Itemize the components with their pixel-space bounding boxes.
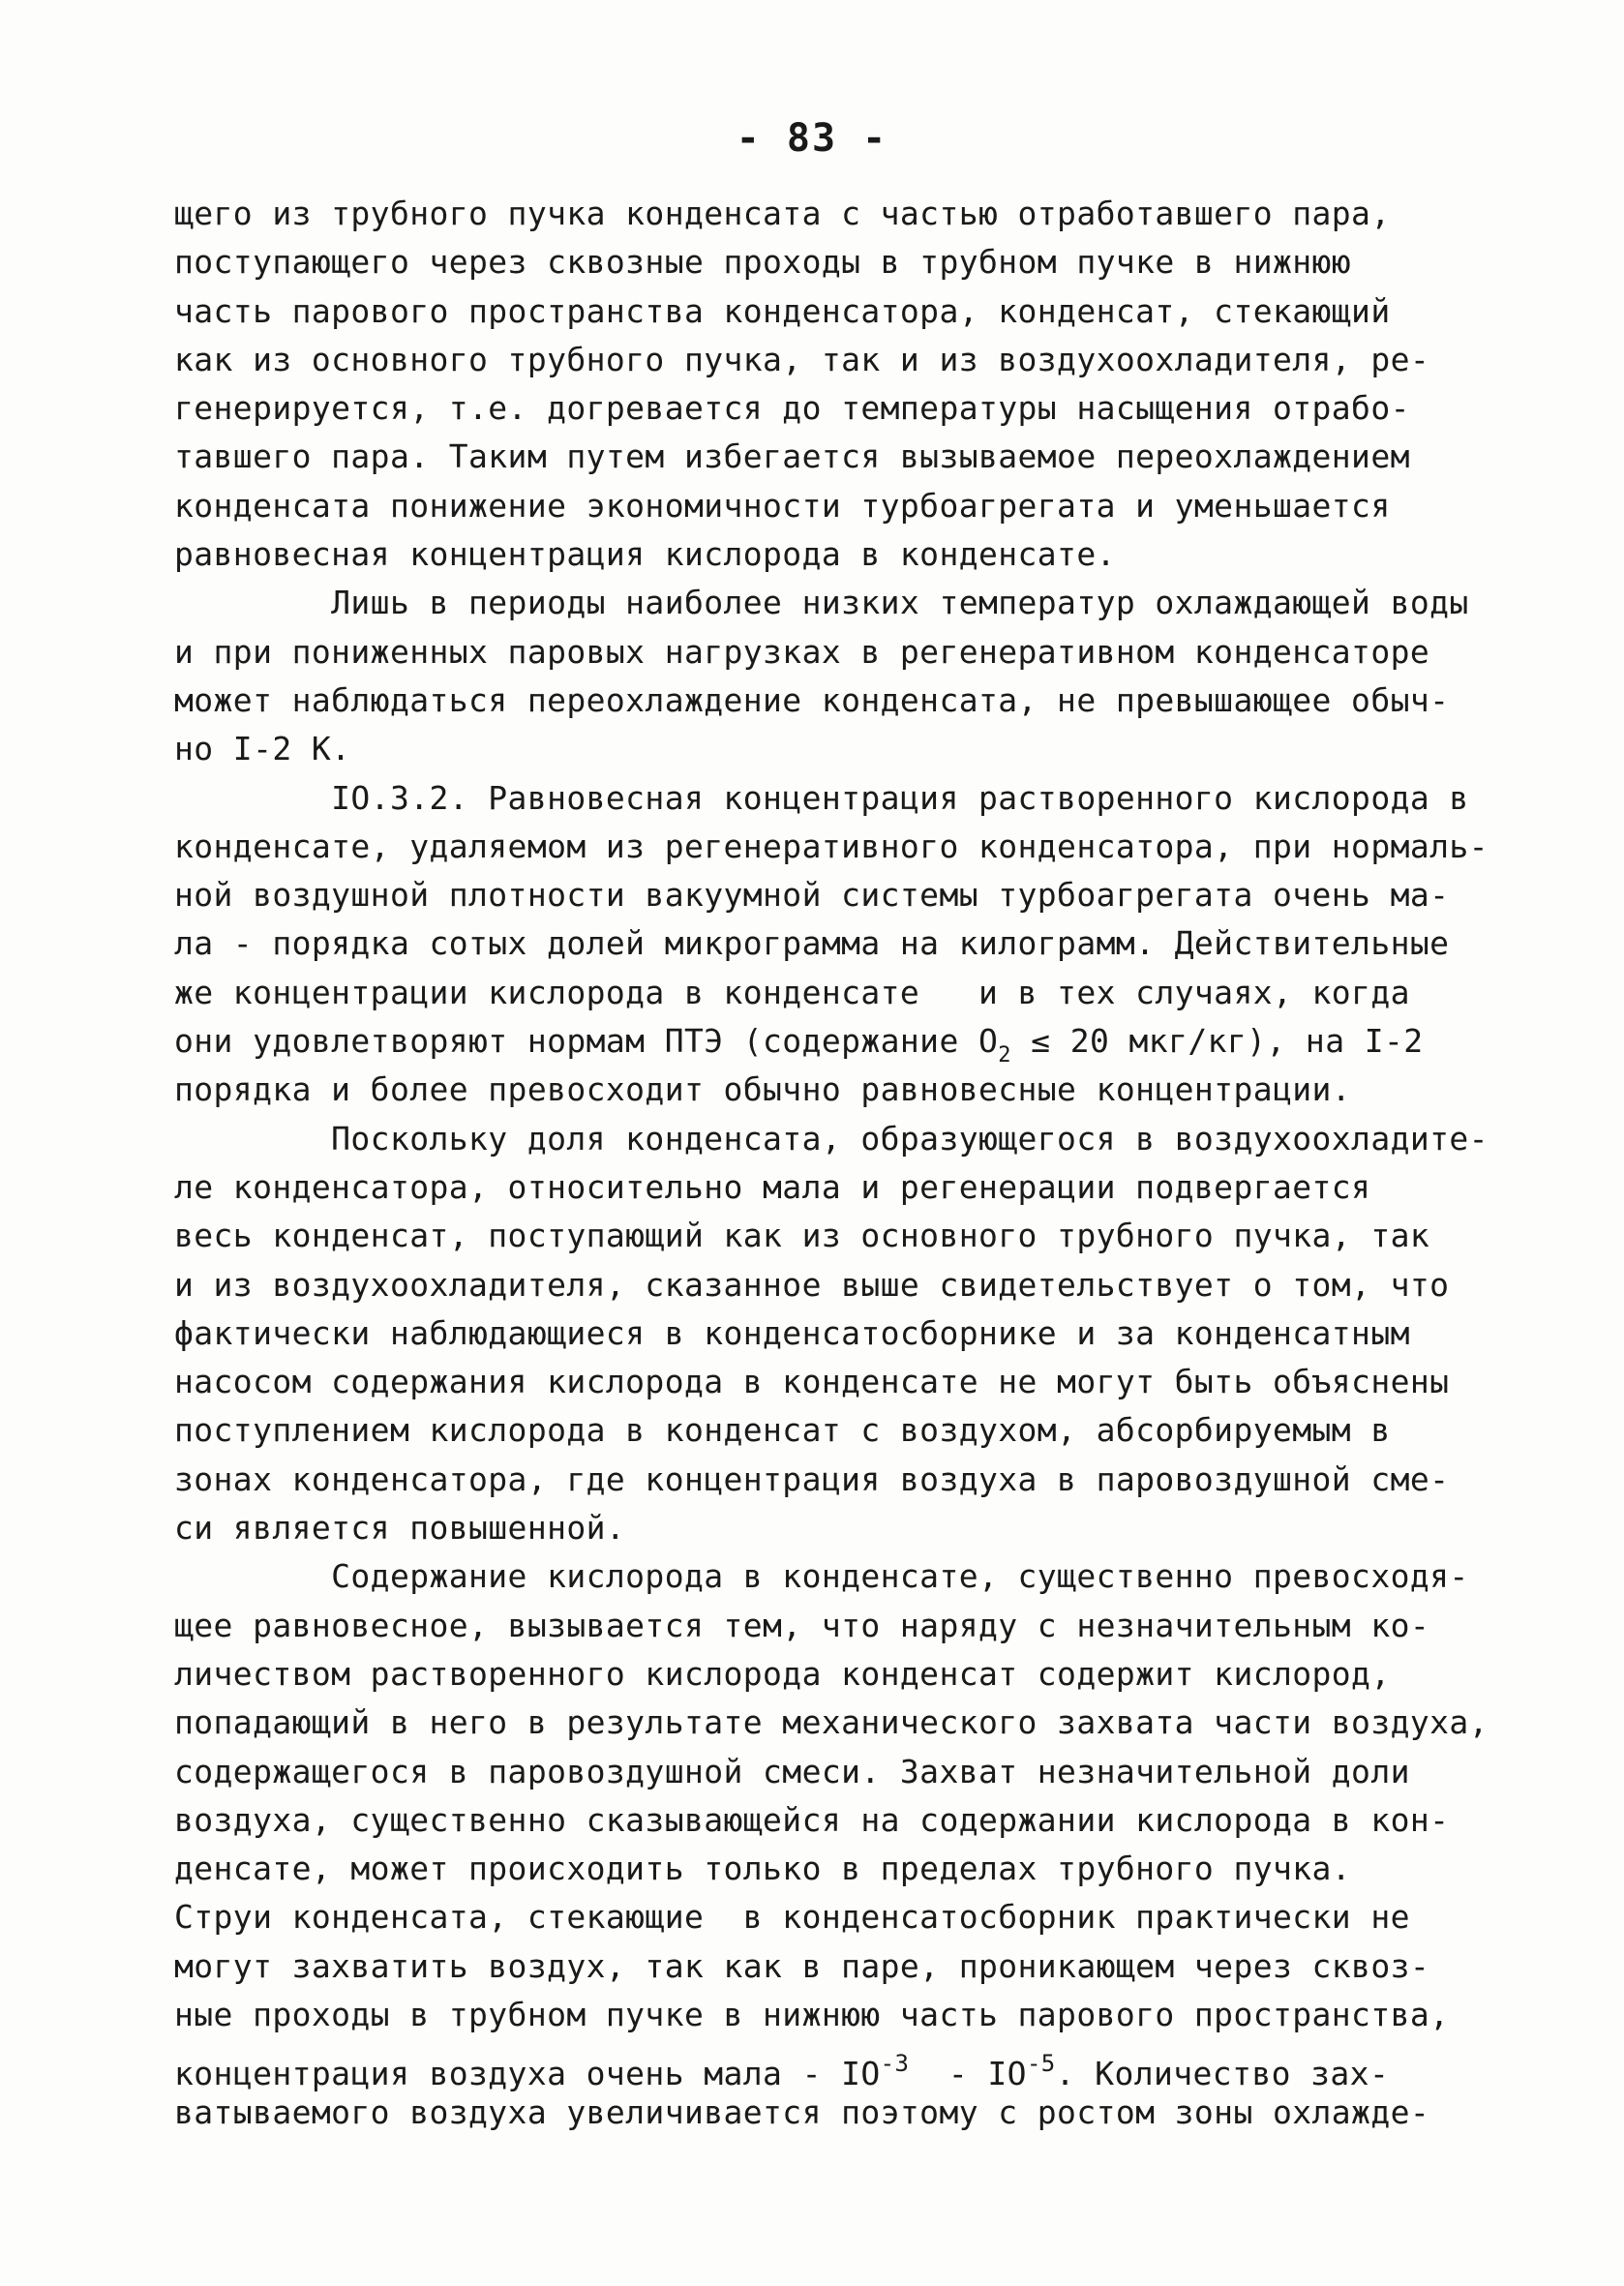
text-line: ной воздушной плотности вакуумной системы турбоагрегата очень ма-: [174, 876, 1450, 915]
text-line: порядка и более превосходит обычно равновесные концентрации.: [174, 1070, 1352, 1109]
text-line: часть парового пространства конденсатора, конденсат, стекающий: [174, 291, 1391, 330]
text-line: Струи конденсата, стекающие в конденсатосборник практически не: [174, 1898, 1410, 1937]
page-number: - 83 -: [736, 116, 888, 161]
body-text: [174, 190, 1519, 2137]
exponent-1: -3: [880, 2050, 910, 2078]
text-segment: концентрация воздуха очень мала - IO: [174, 2055, 881, 2093]
text-line-with-air-formula: [174, 2039, 1519, 2093]
text-line: личеством растворенного кислорода конденсат содержит кислород,: [174, 1654, 1391, 1693]
text-line: денсате, может происходить только в пределах трубного пучка.: [174, 1850, 1352, 1888]
o2-subscript: 2: [998, 1043, 1011, 1068]
text-line: ла - порядка сотых долей микрограмма на килограмм. Действительные: [174, 924, 1450, 963]
text-line: же концентрации кислорода в конденсате и в тех случаях, когда: [174, 973, 1410, 1011]
text-line: Содержание кислорода в конденсате, существенно превосходя-: [174, 1557, 1469, 1596]
text-line: весь конденсат, поступающий как из основного трубного пучка, так: [174, 1217, 1430, 1255]
text-line: поступлением кислорода в конденсат с воздухом, абсорбируемым в: [174, 1411, 1391, 1450]
text-line: равновесная концентрация кислорода в конденсате.: [174, 535, 1116, 574]
text-line: тавшего пара. Таким путем избегается вызываемое переохлаждением: [174, 437, 1410, 476]
text-line: IO.3.2. Равновесная концентрация растворенного кислорода в: [174, 778, 1469, 817]
exponent-2: -5: [1026, 2050, 1056, 2078]
text-line: конденсате, удаляемом из регенеративного конденсатора, при нормаль-: [174, 827, 1489, 865]
text-line: генерируется, т.е. догревается до температуры насыщения отрабо-: [174, 389, 1410, 428]
text-line: и при пониженных паровых нагрузках в регенеративном конденсаторе: [174, 632, 1430, 671]
text-line: щее равновесное, вызывается тем, что наряду с незначительным ко-: [174, 1606, 1430, 1644]
text-segment: ≤ 20 мкг/кг), на I-2: [1010, 1022, 1424, 1061]
text-line: щего из трубного пучка конденсата с частью отработавшего пара,: [174, 195, 1391, 232]
text-line: ватываемого воздуха увеличивается поэтому с ростом зоны охлажде-: [174, 2092, 1430, 2131]
text-line: си является повышенной.: [174, 1509, 626, 1548]
text-line: поступающего через сквозные проходы в трубном пучке в нижнюю: [174, 243, 1352, 282]
text-line: но I-2 К.: [174, 730, 351, 768]
text-line-with-o2-formula: [174, 1017, 1519, 1066]
text-segment: . Количество зах-: [1055, 2055, 1390, 2093]
text-line: и из воздухоохладителя, сказанное выше свидетельствует о том, что: [174, 1265, 1450, 1304]
text-line: Лишь в периоды наиболее низких температур охлаждающей воды: [174, 584, 1469, 622]
text-line: ле конденсатора, относительно мала и регенерации подвергается: [174, 1167, 1371, 1206]
text-segment: они удовлетворяют нормам ПТЭ (содержание O: [174, 1022, 999, 1061]
text-line: содержащегося в паровоздушной смеси. Захват незначительной доли: [174, 1752, 1410, 1790]
text-line: воздуха, существенно сказывающейся на содержании кислорода в кон-: [174, 1800, 1450, 1839]
text-line: попадающий в него в результате механического захвата части воздуха,: [174, 1703, 1489, 1742]
text-segment: - IO: [909, 2055, 1027, 2093]
text-line: фактически наблюдающиеся в конденсатосборнике и за конденсатным: [174, 1313, 1410, 1352]
text-line: может наблюдаться переохлаждение конденсата, не превышающее обыч-: [174, 680, 1450, 719]
text-line: ные проходы в трубном пучке в нижнюю часть парового пространства,: [174, 1995, 1450, 2033]
text-line: могут захватить воздух, так как в паре, проникающем через сквоз-: [174, 1946, 1430, 1985]
text-line: Поскольку доля конденсата, образующегося в воздухоохладите-: [174, 1119, 1489, 1158]
text-line: зонах конденсатора, где концентрация воздуха в паровоздушной сме-: [174, 1459, 1450, 1498]
text-line: насосом содержания кислорода в конденсате не могут быть объяснены: [174, 1363, 1450, 1401]
text-line: как из основного трубного пучка, так и из воздухоохладителя, ре-: [174, 340, 1430, 378]
text-line: конденсата понижение экономичности турбоагрегата и уменьшается: [174, 486, 1391, 525]
